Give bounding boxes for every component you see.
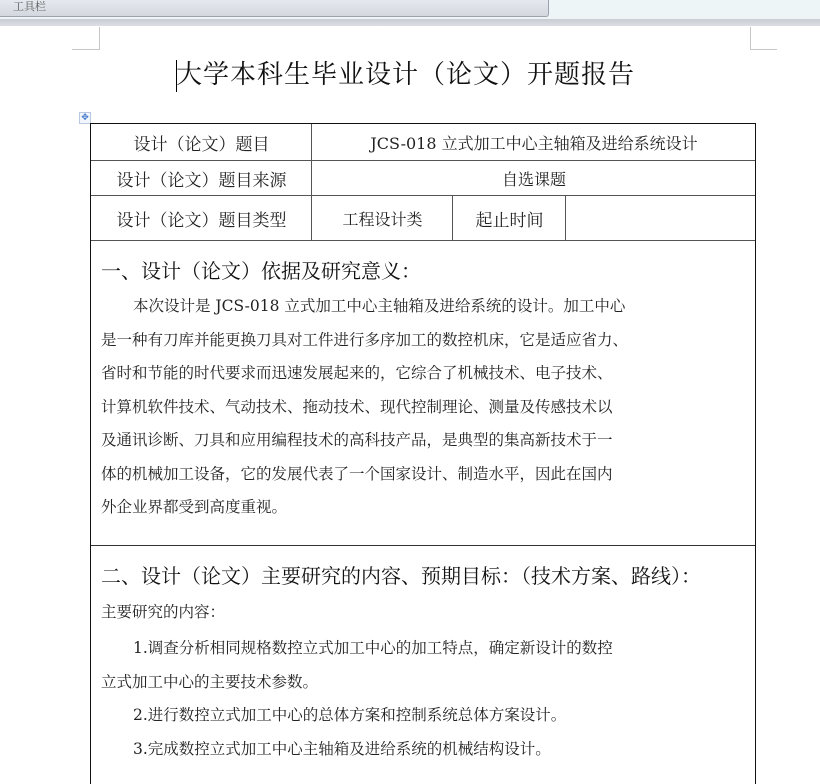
section1-line: 计算机软件技术、气动技术、拖动技术、现代控制理论、测量及传感技术以: [101, 397, 613, 416]
section1-line: 及通讯诊断、刀具和应用编程技术的高科技产品，是典型的集高新技术于一: [101, 431, 613, 449]
section2-line: 3.完成数控立式加工中心主轴箱及进给系统的机械结构设计。: [133, 739, 551, 758]
table-value-period[interactable]: [566, 196, 756, 241]
toolbar-tab[interactable]: [0, 0, 549, 17]
section1-line: 省时和节能的时代要求而迅速发展起来的，它综合了机械技术、电子技术、: [101, 364, 613, 382]
section1-line: 体的机械加工设备，它的发展代表了一个国家设计、制造水平，因此在国内: [101, 464, 613, 483]
table-col-divider: [311, 124, 312, 241]
section1-line: 本次设计是 JCS-018 立式加工中心主轴箱及进给系统的设计。加工中心: [133, 297, 626, 315]
table-label-type: 设计（论文）题目类型: [116, 211, 287, 231]
page-crop-mark-left: [72, 27, 100, 50]
table-move-handle-icon[interactable]: ✥: [79, 112, 91, 124]
document-title[interactable]: 大学本科生毕业设计（论文）开题报告: [176, 60, 636, 90]
section2-heading: 二、设计（论文）主要研究的内容、预期目标：（技术方案、路线）：: [101, 564, 701, 588]
section2-subheading: 主要研究的内容：: [101, 603, 226, 621]
table-label-source: 设计（论文）题目来源: [116, 171, 287, 191]
section1-line: 外企业界都受到高度重视。: [101, 498, 288, 516]
table-col-divider: [452, 196, 453, 241]
page-crop-mark-right: [750, 27, 777, 50]
table-label-title: 设计（论文）题目: [133, 135, 270, 155]
ruler: [0, 19, 820, 26]
report-table: [90, 123, 756, 784]
toolbar: [0, 0, 820, 19]
section2-line: 2.进行数控立式加工中心的总体方案和控制系统总体方案设计。: [133, 706, 567, 724]
table-value-type[interactable]: 工程设计类: [342, 210, 423, 229]
toolbar-label: 工具栏: [13, 0, 46, 13]
section1-line: 是一种有刀库并能更换刀具对工件进行多序加工的数控机床，它是适应省力、: [101, 330, 629, 349]
table-divider: [91, 240, 755, 241]
table-value-title[interactable]: JCS-018 立式加工中心主轴箱及进给系统设计: [370, 134, 698, 153]
table-col-divider: [565, 196, 566, 241]
section-divider: [91, 545, 755, 546]
section1-body[interactable]: [101, 290, 741, 525]
section2-body[interactable]: [101, 632, 741, 766]
section2-line: 1.调查分析相同规格数控立式加工中心的加工特点，确定新设计的数控: [133, 639, 613, 657]
table-label-period: 起止时间: [475, 211, 544, 231]
section1-heading: 一、设计（论文）依据及研究意义：: [101, 259, 421, 283]
section2-line: 立式加工中心的主要技术参数。: [101, 672, 319, 691]
table-value-source[interactable]: 自选课题: [501, 170, 566, 189]
